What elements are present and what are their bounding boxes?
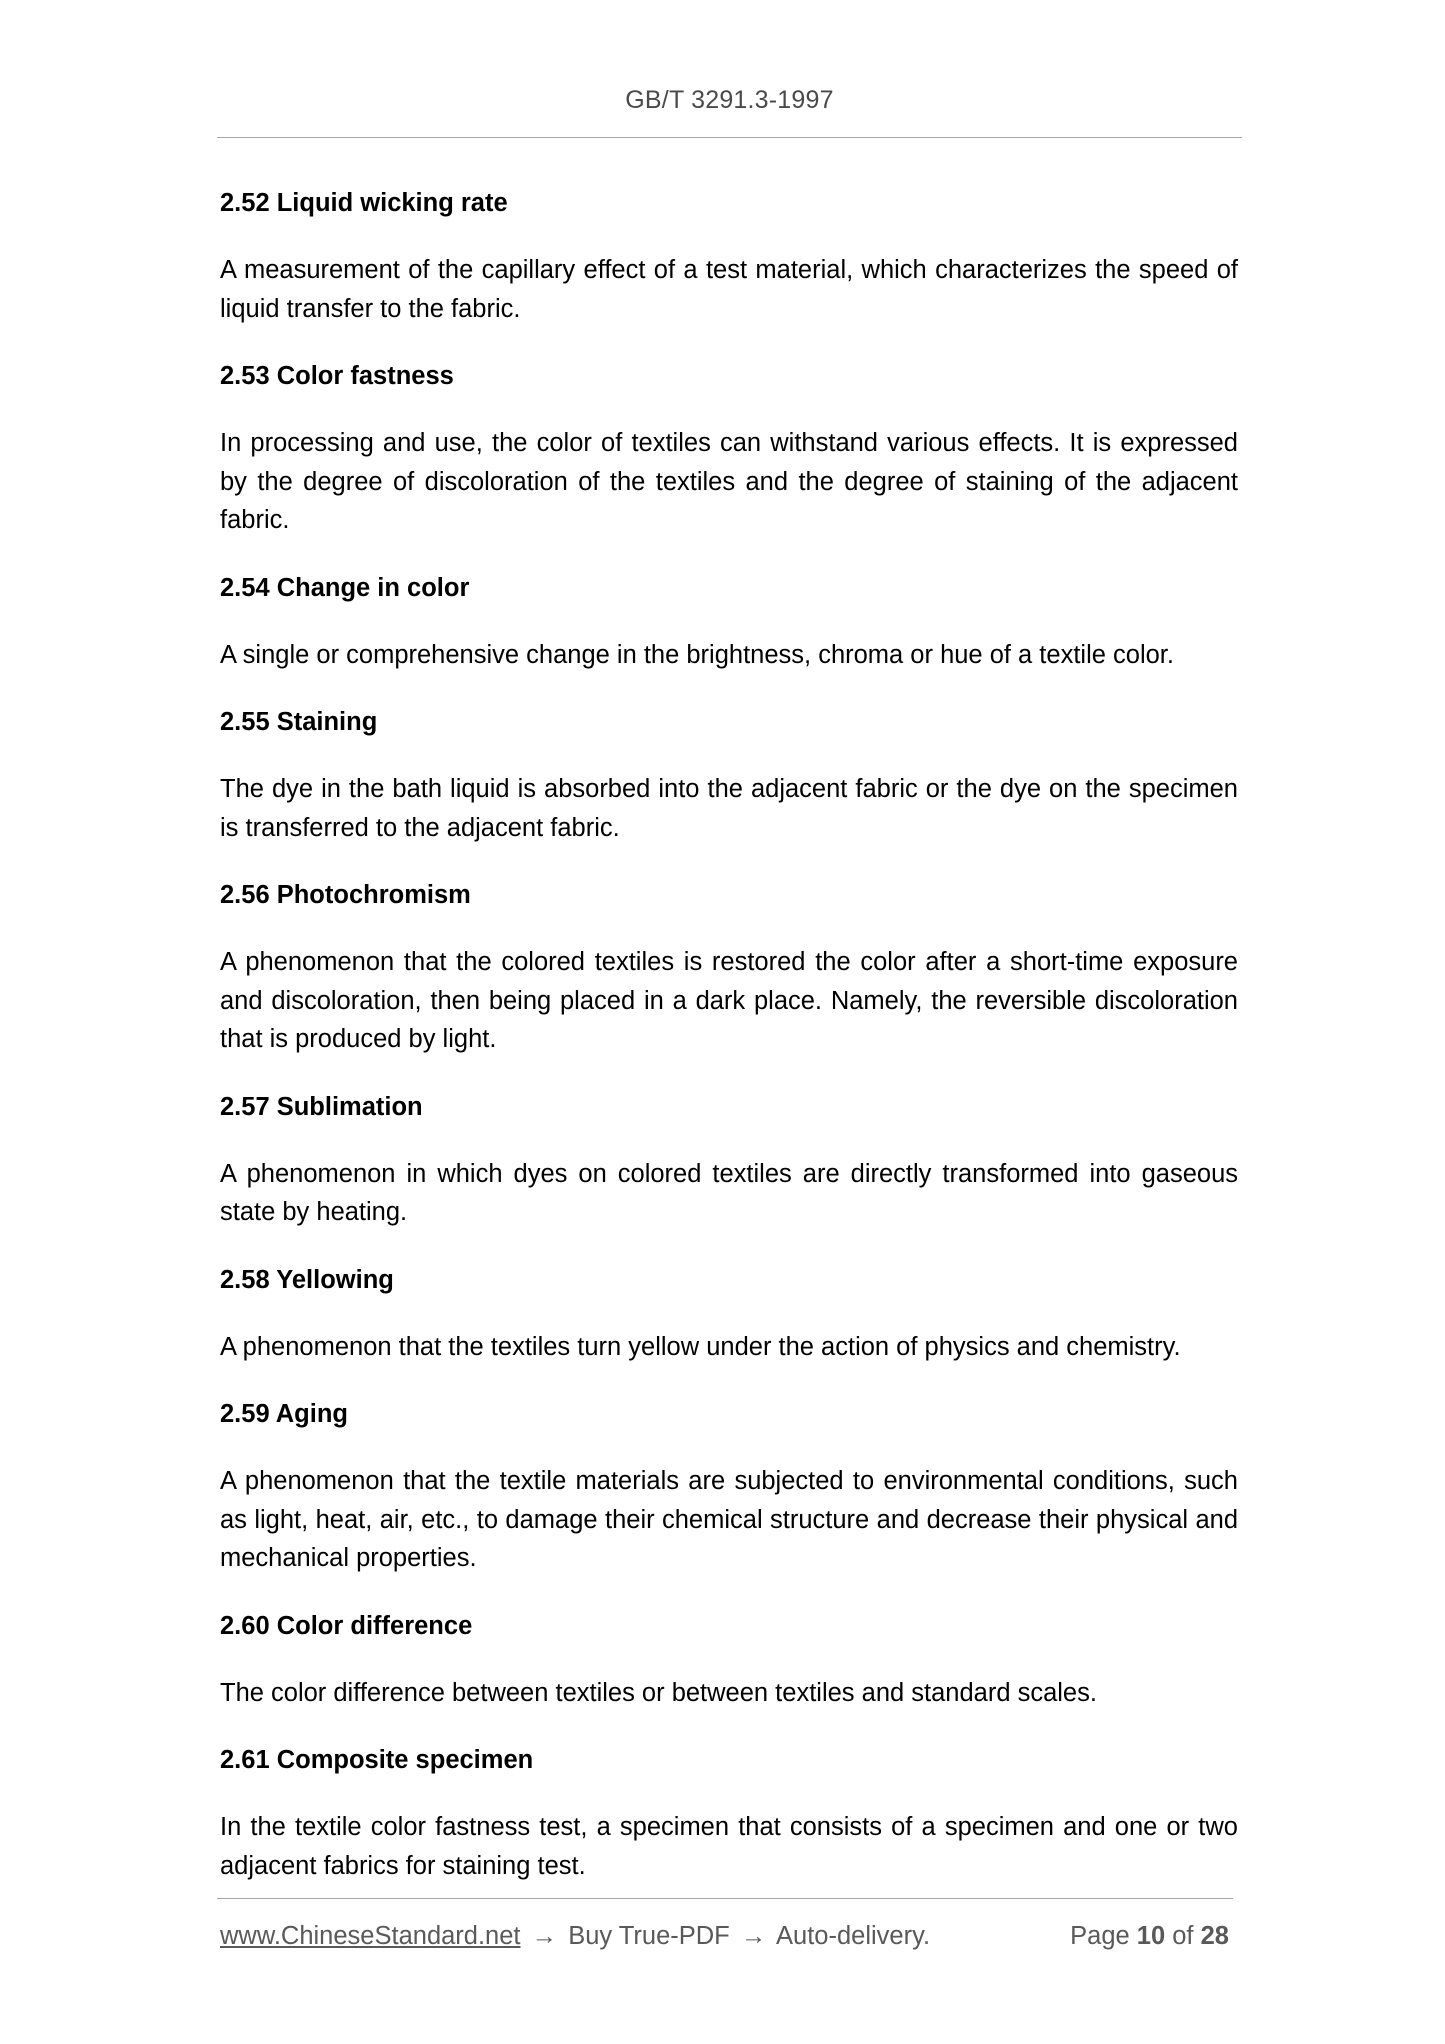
delivery-text: Auto-delivery. xyxy=(776,1922,931,1950)
page-label: Page xyxy=(1070,1922,1130,1950)
page-footer xyxy=(217,1898,1233,1979)
term-section xyxy=(220,184,1238,328)
term-definition: The color difference between textiles or between textiles and standard scales. xyxy=(220,1678,1097,1707)
arrow-right-icon: → xyxy=(531,1922,558,1950)
term-heading: 2.61 Composite specimen xyxy=(220,1746,534,1774)
term-heading: 2.58 Yellowing xyxy=(220,1265,394,1294)
term-heading: 2.59 Aging xyxy=(220,1400,348,1428)
term-section xyxy=(220,357,1238,540)
term-heading: 2.56 Photochromism xyxy=(220,881,471,909)
term-definition: In the textile color fastness test, a specimen that consists of a specimen and one or two adjacent fabrics for staining test. xyxy=(220,1813,1238,1880)
term-definition: In processing and use, the color of textiles can withstand various effects. It is expressed by the degree of discoloration of the textiles and the degree of staining of the adjacent fabric. xyxy=(220,429,1238,534)
current-page: 10 xyxy=(1136,1922,1166,1950)
term-definition: A single or comprehensive change in the brightness, chroma or hue of a textile color. xyxy=(220,640,1174,669)
term-section xyxy=(220,1741,1238,1885)
term-definition: A phenomenon that the textiles turn yellow under the action of physics and chemistry. xyxy=(220,1332,1181,1361)
term-section xyxy=(220,569,1238,675)
document-body xyxy=(220,184,1238,1914)
term-definition: A phenomenon that the textile materials are subjected to environmental conditions, such as light, heat, air, etc., to damage their chemical structure and decrease their physical and mechanical properties. xyxy=(220,1467,1238,1572)
term-definition: The dye in the bath liquid is absorbed into the adjacent fabric or the dye on the specimen is transferred to the adjacent fabric. xyxy=(220,775,1238,842)
term-heading: 2.55 Staining xyxy=(220,708,378,736)
term-section xyxy=(220,703,1238,847)
term-section xyxy=(220,1395,1238,1578)
footer-promo xyxy=(220,1922,930,1951)
website-link[interactable]: www.ChineseStandard.net xyxy=(220,1922,521,1950)
buy-pdf-text: Buy True-PDF xyxy=(568,1922,730,1950)
arrow-right-icon: → xyxy=(740,1922,767,1950)
term-heading: 2.57 Sublimation xyxy=(220,1092,423,1121)
term-section xyxy=(220,1607,1238,1713)
term-section xyxy=(220,1088,1238,1232)
total-pages: 28 xyxy=(1200,1922,1229,1950)
document-code: GB/T 3291.3-1997 xyxy=(625,86,834,114)
of-label: of xyxy=(1172,1922,1194,1950)
term-section xyxy=(220,1261,1238,1367)
page-number xyxy=(1070,1922,1229,1951)
term-definition: A phenomenon that the colored textiles is restored the color after a short-time exposure and discoloration, then being placed in a dark place. Namely, the reversible discoloration that is produced by light. xyxy=(220,948,1238,1053)
term-definition: A measurement of the capillary effect of a test material, which characterizes the speed of liquid transfer to the fabric. xyxy=(220,256,1238,323)
term-heading: 2.54 Change in color xyxy=(220,573,470,602)
term-heading: 2.60 Color difference xyxy=(220,1611,473,1640)
term-definition: A phenomenon in which dyes on colored textiles are directly transformed into gaseous state by heating. xyxy=(220,1159,1238,1226)
term-heading: 2.52 Liquid wicking rate xyxy=(220,189,508,217)
page-header xyxy=(217,0,1242,138)
term-heading: 2.53 Color fastness xyxy=(220,362,454,390)
term-section xyxy=(220,876,1238,1059)
